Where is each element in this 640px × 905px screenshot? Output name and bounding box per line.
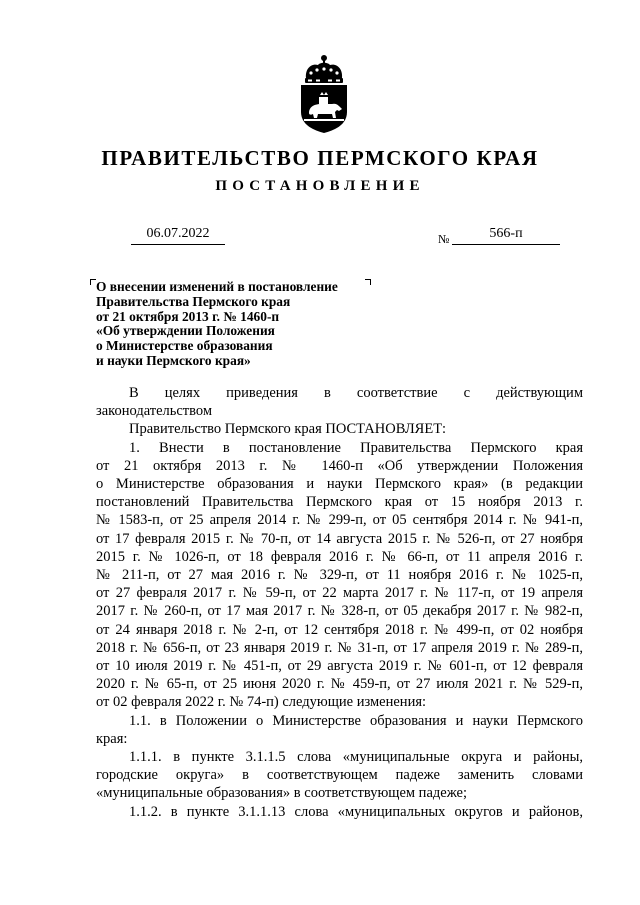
- body-line: № 1583-п, от 25 апреля 2014 г. № 299-п, от 05 сентября 2014 г. № 941-п,: [96, 512, 583, 529]
- body-line: 2017 г. № 260-п, от 17 мая 2017 г. № 328-п, от 05 декабря 2017 г. № 982-п,: [96, 603, 583, 620]
- body-line: 2020 г. № 65-п, от 25 июня 2020 г. № 459-п, от 27 июля 2021 г. № 529-п,: [96, 676, 583, 693]
- coat-of-arms-emblem: [296, 54, 352, 134]
- number-sign: №: [438, 232, 450, 246]
- document-type-title: ПОСТАНОВЛЕНИЕ: [215, 178, 425, 194]
- body-line: законодательством: [96, 403, 213, 420]
- document-subject: [96, 280, 376, 369]
- body-line: «муниципальные образования» в соответствующем падеже;: [96, 785, 467, 802]
- body-line: края:: [96, 730, 128, 747]
- body-line: 1.1.2. в пункте 3.1.1.13 слова «муниципальных округов и районов,: [129, 803, 583, 820]
- body-line: от 17 февраля 2015 г. № 70-п, от 14 августа 2015 г. № 526-п, от 27 ноября: [96, 530, 583, 547]
- body-line: о Министерстве образования и науки Пермского края» (в редакции: [96, 476, 583, 493]
- body-line: 1.1.1. в пункте 3.1.1.5 слова «муниципальные округа и районы,: [129, 749, 583, 766]
- body-line: от 21 октября 2013 г. № 1460-п «Об утверждении Положения: [96, 457, 583, 474]
- body-line: Правительство Пермского края ПОСТАНОВЛЯЕТ:: [129, 421, 447, 438]
- body-line: В целях приведения в соответствие с действующим: [129, 385, 583, 401]
- subject-line: о Министерстве образования: [96, 338, 273, 354]
- subject-line: Правительства Пермского края: [96, 293, 291, 309]
- subject-line: от 21 октября 2013 г. № 1460-п: [96, 308, 280, 324]
- document-body: [96, 384, 583, 821]
- subject-line: «Об утверждении Положения: [96, 323, 275, 339]
- subject-line: и науки Пермского края»: [96, 352, 251, 368]
- document-date: 06.07.2022: [131, 226, 225, 245]
- body-line: городские округа» в соответствующем падеже заменить словами: [96, 767, 583, 784]
- body-line: № 211-п, от 27 мая 2016 г. № 329-п, от 11 ноября 2016 г. № 1025-п,: [96, 567, 583, 584]
- body-line: 2018 г. № 656-п, от 23 января 2019 г. № 31-п, от 17 апреля 2019 г. № 289-п,: [96, 639, 583, 656]
- body-line: от 10 июля 2019 г. № 451-п, от 29 августа 2019 г. № 601-п, от 12 февраля: [96, 658, 583, 675]
- document-number: 566-п: [452, 226, 560, 245]
- government-title: ПРАВИТЕЛЬСТВО ПЕРМСКОГО КРАЯ: [101, 146, 539, 170]
- subject-line: О внесении изменений в постановление: [96, 279, 338, 294]
- body-line: 2015 г. № 1026-п, от 18 февраля 2016 г. № 66-п, от 11 апреля 2016 г.: [96, 548, 583, 565]
- body-line: постановлений Правительства Пермского края от 15 ноября 2013 г.: [96, 494, 583, 511]
- body-line: 1. Внести в постановление Правительства Пермского края: [129, 439, 583, 456]
- body-line: от 24 января 2018 г. № 2-п, от 12 сентября 2018 г. № 499-п, от 02 ноября: [96, 621, 583, 638]
- body-line: 1.1. в Положении о Министерстве образования и науки Пермского: [129, 712, 583, 729]
- body-line: от 02 февраля 2022 г. № 74-п) следующие изменения:: [96, 694, 427, 711]
- body-line: от 27 февраля 2017 г. № 59-п, от 22 марта 2017 г. № 117-п, от 19 апреля: [96, 585, 583, 602]
